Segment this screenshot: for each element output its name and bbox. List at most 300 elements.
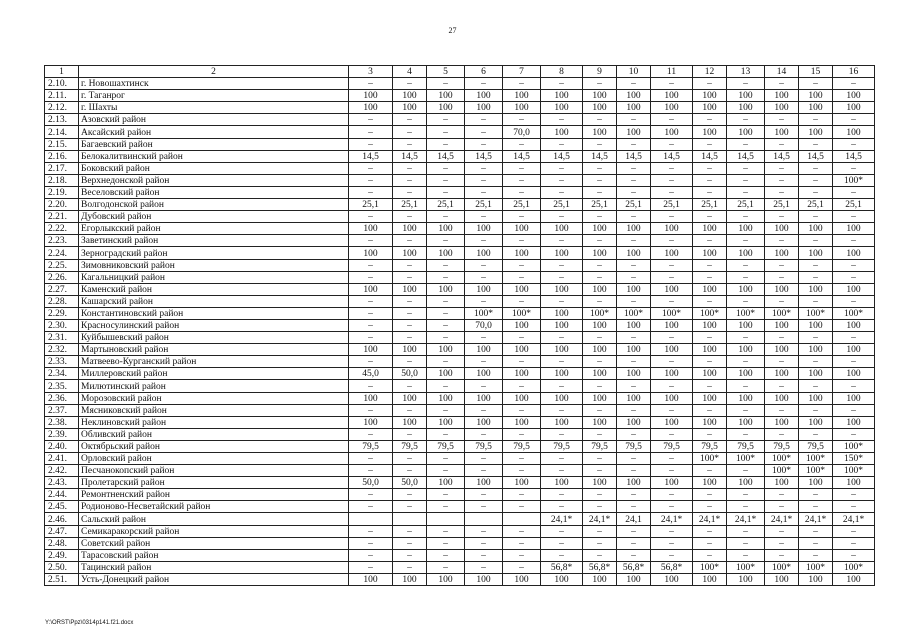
value-cell: 100 — [833, 126, 875, 138]
value-cell: – — [427, 78, 465, 90]
value-cell: – — [833, 271, 875, 283]
value-cell: – — [465, 380, 503, 392]
value-cell: – — [541, 114, 583, 126]
value-cell: – — [465, 356, 503, 368]
value-cell: – — [349, 259, 393, 271]
table-row — [45, 344, 875, 356]
value-cell: 100 — [617, 102, 651, 114]
value-cell: – — [427, 259, 465, 271]
value-cell: – — [465, 561, 503, 573]
value-cell: – — [503, 235, 541, 247]
row-name: Зимовниковский район — [79, 259, 349, 271]
table-row — [45, 525, 875, 537]
value-cell: 100 — [727, 344, 765, 356]
table-row — [45, 332, 875, 344]
value-cell: 25,1 — [765, 199, 799, 211]
value-cell: 100 — [765, 392, 799, 404]
value-cell: – — [617, 489, 651, 501]
value-cell: 100 — [799, 477, 833, 489]
value-cell: 70,0 — [465, 319, 503, 331]
header-cell: 6 — [465, 66, 503, 78]
value-cell: – — [427, 319, 465, 331]
value-cell: 100 — [833, 223, 875, 235]
value-cell: – — [693, 259, 727, 271]
row-name: Милютинский район — [79, 380, 349, 392]
value-cell: – — [693, 211, 727, 223]
value-cell: – — [465, 138, 503, 150]
value-cell: – — [799, 162, 833, 174]
value-cell: – — [727, 78, 765, 90]
value-cell: 100 — [727, 477, 765, 489]
value-cell: – — [727, 380, 765, 392]
value-cell: 100 — [765, 368, 799, 380]
value-cell: 100 — [833, 344, 875, 356]
value-cell: 100 — [349, 573, 393, 585]
value-cell: 100 — [541, 126, 583, 138]
value-cell: 100* — [765, 561, 799, 573]
value-cell: – — [617, 537, 651, 549]
value-cell: – — [465, 453, 503, 465]
row-index: 2.38. — [45, 416, 79, 428]
value-cell: – — [833, 356, 875, 368]
value-cell: 100 — [651, 368, 693, 380]
value-cell: – — [617, 525, 651, 537]
value-cell: 100 — [349, 416, 393, 428]
value-cell: – — [465, 271, 503, 283]
value-cell: 100 — [583, 247, 617, 259]
value-cell: – — [583, 404, 617, 416]
value-cell: – — [541, 525, 583, 537]
value-cell: – — [651, 162, 693, 174]
value-cell: – — [583, 489, 617, 501]
value-cell: – — [427, 307, 465, 319]
value-cell: – — [583, 356, 617, 368]
value-cell: 100 — [465, 102, 503, 114]
row-index: 2.10. — [45, 78, 79, 90]
value-cell: 100 — [427, 102, 465, 114]
row-name: Советский район — [79, 537, 349, 549]
value-cell: – — [393, 259, 427, 271]
value-cell: 100 — [465, 392, 503, 404]
value-cell: – — [583, 259, 617, 271]
table-row — [45, 162, 875, 174]
table-row — [45, 537, 875, 549]
value-cell: 100 — [727, 247, 765, 259]
value-cell: 14,5 — [349, 150, 393, 162]
value-cell: 100 — [651, 283, 693, 295]
header-cell: 15 — [799, 66, 833, 78]
row-index: 2.44. — [45, 489, 79, 501]
value-cell: 100 — [617, 319, 651, 331]
value-cell: – — [651, 404, 693, 416]
value-cell: – — [583, 453, 617, 465]
value-cell: – — [651, 259, 693, 271]
value-cell: – — [583, 174, 617, 186]
value-cell: – — [833, 186, 875, 198]
row-index: 2.31. — [45, 332, 79, 344]
value-cell: 100 — [833, 283, 875, 295]
value-cell: – — [349, 537, 393, 549]
value-cell: 100 — [799, 283, 833, 295]
value-cell: 100 — [693, 223, 727, 235]
value-cell: – — [799, 537, 833, 549]
row-name: Орловский район — [79, 453, 349, 465]
row-index: 2.32. — [45, 344, 79, 356]
value-cell: – — [503, 404, 541, 416]
value-cell: – — [727, 356, 765, 368]
value-cell: – — [651, 211, 693, 223]
value-cell: – — [765, 549, 799, 561]
table-row — [45, 90, 875, 102]
value-cell: – — [393, 174, 427, 186]
value-cell: 100 — [651, 319, 693, 331]
value-cell: – — [349, 453, 393, 465]
value-cell: – — [427, 465, 465, 477]
value-cell: – — [833, 211, 875, 223]
value-cell: 100 — [651, 392, 693, 404]
value-cell: 100 — [693, 283, 727, 295]
value-cell: 14,5 — [727, 150, 765, 162]
value-cell: – — [617, 380, 651, 392]
value-cell: – — [833, 489, 875, 501]
table-row — [45, 501, 875, 513]
value-cell: 100 — [393, 392, 427, 404]
value-cell: 100* — [799, 307, 833, 319]
header-cell: 9 — [583, 66, 617, 78]
value-cell: – — [799, 211, 833, 223]
value-cell: – — [617, 465, 651, 477]
row-name: Миллеровский район — [79, 368, 349, 380]
value-cell: – — [583, 78, 617, 90]
row-index: 2.18. — [45, 174, 79, 186]
value-cell: – — [503, 138, 541, 150]
value-cell: 100 — [833, 90, 875, 102]
value-cell: – — [393, 525, 427, 537]
value-cell: – — [765, 380, 799, 392]
table-row — [45, 295, 875, 307]
table-row — [45, 259, 875, 271]
value-cell: 100 — [765, 319, 799, 331]
value-cell: – — [693, 537, 727, 549]
value-cell: 79,5 — [583, 440, 617, 452]
value-cell: 100* — [693, 453, 727, 465]
value-cell: – — [427, 271, 465, 283]
table-row — [45, 78, 875, 90]
value-cell: – — [727, 162, 765, 174]
value-cell: – — [393, 356, 427, 368]
value-cell: – — [693, 186, 727, 198]
value-cell: 100 — [651, 344, 693, 356]
row-index: 2.12. — [45, 102, 79, 114]
value-cell: 50,0 — [393, 368, 427, 380]
value-cell: – — [651, 356, 693, 368]
header-cell: 4 — [393, 66, 427, 78]
value-cell: 100 — [465, 283, 503, 295]
row-index: 2.17. — [45, 162, 79, 174]
value-cell: – — [393, 453, 427, 465]
row-name: Константиновский район — [79, 307, 349, 319]
value-cell: – — [617, 211, 651, 223]
value-cell: – — [349, 295, 393, 307]
value-cell: – — [799, 295, 833, 307]
value-cell: – — [349, 501, 393, 513]
value-cell: 100 — [651, 477, 693, 489]
value-cell: 100 — [693, 477, 727, 489]
value-cell — [393, 513, 427, 525]
row-index: 2.28. — [45, 295, 79, 307]
value-cell: 100 — [503, 283, 541, 295]
value-cell: 100 — [651, 102, 693, 114]
value-cell: – — [583, 211, 617, 223]
row-index: 2.21. — [45, 211, 79, 223]
value-cell: – — [833, 404, 875, 416]
value-cell: 100 — [541, 573, 583, 585]
value-cell: – — [583, 501, 617, 513]
value-cell: – — [393, 404, 427, 416]
value-cell: – — [651, 380, 693, 392]
value-cell: – — [427, 453, 465, 465]
value-cell: 100 — [799, 247, 833, 259]
header-cell: 11 — [651, 66, 693, 78]
value-cell: 100 — [765, 102, 799, 114]
value-cell: – — [427, 186, 465, 198]
row-index: 2.48. — [45, 537, 79, 549]
table-row — [45, 114, 875, 126]
value-cell: – — [541, 549, 583, 561]
value-cell: – — [427, 295, 465, 307]
table-row — [45, 319, 875, 331]
value-cell: 100 — [727, 90, 765, 102]
value-cell: – — [503, 332, 541, 344]
value-cell: – — [617, 501, 651, 513]
row-index: 2.47. — [45, 525, 79, 537]
row-name: Обливский район — [79, 428, 349, 440]
row-name: Белокалитвинский район — [79, 150, 349, 162]
table-row — [45, 138, 875, 150]
value-cell: 150* — [833, 453, 875, 465]
value-cell: – — [765, 428, 799, 440]
value-cell: – — [465, 162, 503, 174]
value-cell — [349, 513, 393, 525]
table-row — [45, 428, 875, 440]
value-cell: – — [651, 465, 693, 477]
value-cell: – — [651, 295, 693, 307]
value-cell: – — [765, 489, 799, 501]
value-cell: 14,5 — [651, 150, 693, 162]
value-cell: – — [693, 489, 727, 501]
value-cell: – — [799, 404, 833, 416]
value-cell: – — [583, 235, 617, 247]
value-cell: – — [465, 295, 503, 307]
value-cell: 100 — [765, 344, 799, 356]
table-row — [45, 150, 875, 162]
value-cell: 25,1 — [583, 199, 617, 211]
value-cell: – — [799, 428, 833, 440]
value-cell: 100 — [503, 416, 541, 428]
value-cell: 100 — [465, 344, 503, 356]
value-cell: – — [349, 319, 393, 331]
value-cell: 100 — [465, 368, 503, 380]
table-row — [45, 453, 875, 465]
value-cell: – — [617, 235, 651, 247]
row-index: 2.30. — [45, 319, 79, 331]
value-cell: – — [349, 380, 393, 392]
value-cell: – — [541, 138, 583, 150]
value-cell: – — [617, 259, 651, 271]
value-cell: 100* — [465, 307, 503, 319]
value-cell: 100 — [617, 573, 651, 585]
table-row — [45, 549, 875, 561]
table-row — [45, 573, 875, 585]
row-index: 2.34. — [45, 368, 79, 380]
value-cell: – — [765, 235, 799, 247]
row-name: Егорлыкский район — [79, 223, 349, 235]
value-cell: – — [799, 271, 833, 283]
value-cell: – — [349, 174, 393, 186]
value-cell: 100 — [727, 368, 765, 380]
value-cell: 100 — [693, 573, 727, 585]
row-index: 2.43. — [45, 477, 79, 489]
value-cell: – — [349, 307, 393, 319]
value-cell: – — [651, 271, 693, 283]
value-cell: – — [727, 549, 765, 561]
value-cell: 100 — [583, 368, 617, 380]
value-cell: – — [693, 235, 727, 247]
value-cell — [427, 513, 465, 525]
row-index: 2.14. — [45, 126, 79, 138]
table-row — [45, 174, 875, 186]
row-name: Заветинский район — [79, 235, 349, 247]
value-cell: 100 — [693, 247, 727, 259]
value-cell: 100 — [765, 573, 799, 585]
value-cell: – — [583, 428, 617, 440]
value-cell: – — [765, 332, 799, 344]
value-cell: 100 — [727, 416, 765, 428]
table-row — [45, 561, 875, 573]
footer-file-path: Y:\ORST\Ppz\0314p141.f21.docx — [45, 620, 134, 626]
value-cell: – — [765, 356, 799, 368]
value-cell: 100 — [583, 416, 617, 428]
value-cell: – — [541, 271, 583, 283]
value-cell: – — [503, 295, 541, 307]
value-cell: 100 — [393, 247, 427, 259]
row-index: 2.20. — [45, 199, 79, 211]
value-cell: – — [349, 489, 393, 501]
row-index: 2.37. — [45, 404, 79, 416]
row-index: 2.11. — [45, 90, 79, 102]
value-cell: – — [799, 114, 833, 126]
value-cell: – — [541, 465, 583, 477]
value-cell: – — [693, 78, 727, 90]
value-cell: 100 — [833, 319, 875, 331]
value-cell: 100 — [465, 247, 503, 259]
value-cell: 100 — [503, 319, 541, 331]
value-cell: 100 — [541, 477, 583, 489]
value-cell: – — [833, 525, 875, 537]
value-cell: 100 — [727, 126, 765, 138]
row-name: Песчанокопский район — [79, 465, 349, 477]
value-cell: – — [799, 356, 833, 368]
value-cell: 100 — [503, 90, 541, 102]
value-cell: – — [617, 78, 651, 90]
value-cell: 25,1 — [617, 199, 651, 211]
value-cell: – — [651, 525, 693, 537]
value-cell: 56,8* — [651, 561, 693, 573]
value-cell: 100 — [349, 283, 393, 295]
value-cell: – — [349, 271, 393, 283]
row-name: Матвеево-Курганский район — [79, 356, 349, 368]
value-cell: – — [427, 114, 465, 126]
value-cell: – — [541, 404, 583, 416]
value-cell: – — [727, 332, 765, 344]
value-cell: – — [349, 211, 393, 223]
header-cell: 5 — [427, 66, 465, 78]
value-cell: – — [503, 501, 541, 513]
header-cell: 3 — [349, 66, 393, 78]
value-cell: – — [393, 271, 427, 283]
value-cell: 100* — [833, 465, 875, 477]
value-cell: 100 — [583, 90, 617, 102]
value-cell: 79,5 — [651, 440, 693, 452]
value-cell: 100* — [833, 440, 875, 452]
value-cell: – — [727, 501, 765, 513]
value-cell: – — [727, 114, 765, 126]
value-cell: 100 — [799, 392, 833, 404]
value-cell — [465, 513, 503, 525]
value-cell: 50,0 — [393, 477, 427, 489]
value-cell: – — [833, 138, 875, 150]
value-cell: – — [541, 295, 583, 307]
value-cell: – — [465, 174, 503, 186]
value-cell: – — [503, 271, 541, 283]
value-cell: – — [427, 525, 465, 537]
value-cell: – — [393, 501, 427, 513]
value-cell: 100 — [427, 368, 465, 380]
value-cell: 100* — [799, 465, 833, 477]
row-index: 2.15. — [45, 138, 79, 150]
row-name: Боковский район — [79, 162, 349, 174]
row-index: 2.40. — [45, 440, 79, 452]
value-cell: 100 — [617, 416, 651, 428]
row-index: 2.41. — [45, 453, 79, 465]
value-cell: – — [727, 271, 765, 283]
value-cell: 100 — [727, 283, 765, 295]
value-cell: – — [465, 259, 503, 271]
value-cell: – — [651, 186, 693, 198]
value-cell: – — [727, 525, 765, 537]
value-cell: – — [503, 114, 541, 126]
value-cell: – — [427, 211, 465, 223]
value-cell: 79,5 — [427, 440, 465, 452]
row-name: Семикаракорский район — [79, 525, 349, 537]
value-cell: 100* — [727, 307, 765, 319]
value-cell: – — [349, 114, 393, 126]
row-name: Кагальницкий район — [79, 271, 349, 283]
value-cell: 100 — [427, 344, 465, 356]
value-cell: – — [799, 78, 833, 90]
table-row — [45, 356, 875, 368]
value-cell: 100 — [427, 392, 465, 404]
value-cell: 100 — [541, 416, 583, 428]
value-cell: – — [583, 380, 617, 392]
value-cell: – — [349, 162, 393, 174]
value-cell: 45,0 — [349, 368, 393, 380]
value-cell: 50,0 — [349, 477, 393, 489]
value-cell: 100 — [393, 416, 427, 428]
value-cell: – — [583, 138, 617, 150]
value-cell: 100 — [693, 392, 727, 404]
value-cell: 100 — [583, 392, 617, 404]
